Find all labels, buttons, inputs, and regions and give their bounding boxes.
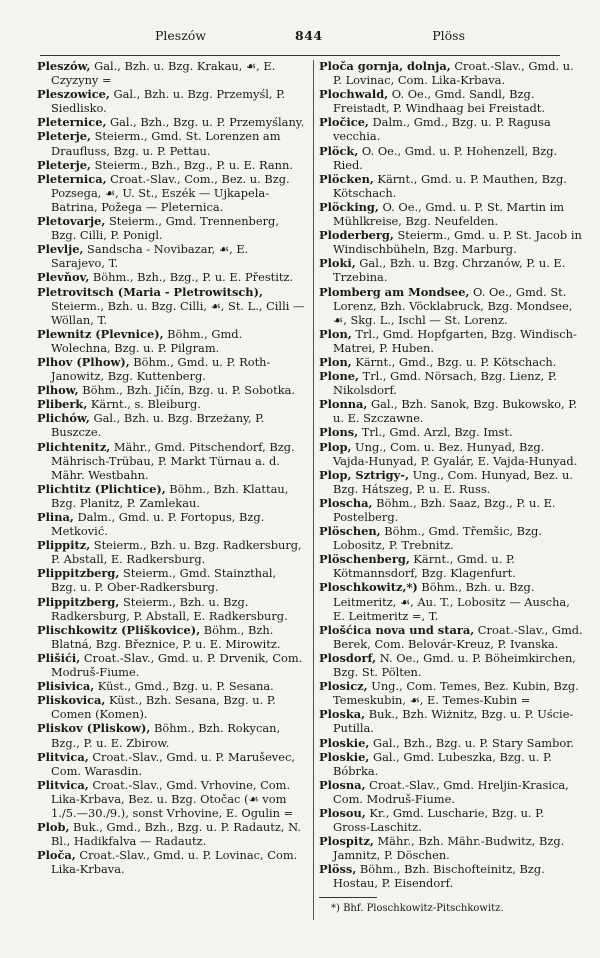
entry [37, 129, 305, 157]
entry [319, 425, 583, 439]
entry [37, 115, 305, 129]
entry [37, 538, 305, 566]
entry [37, 270, 305, 284]
entry-headword: Pločice, [319, 115, 369, 130]
entry [37, 566, 305, 594]
entry-text: Küst., Bzh. Sesana, Bzg. u. P. Comen (Komen). [51, 693, 276, 722]
entry-headword: Pliskovica, [37, 693, 106, 708]
entry-headword: Ploki, [319, 256, 356, 271]
entry [37, 87, 305, 115]
entry-text: Küst., Gmd., Bzg. u. P. Sesana. [94, 679, 274, 694]
entry [319, 468, 583, 496]
entry-headword: Plop, [319, 439, 352, 454]
entry [37, 214, 305, 242]
entry [319, 256, 583, 284]
entry-headword: Ploscha, [319, 495, 373, 510]
entry-text: Steierm., Bzh., Bzg., P. u. E. Rann. [90, 157, 293, 172]
entry-headword: Plöschenberg, [319, 552, 410, 567]
entry-headword: Plischkowitz (Pliškovice), [37, 622, 201, 637]
right-column [319, 59, 583, 916]
entry-headword: Plevlje, [37, 242, 84, 257]
entry-text: Mähr., Bzh. Mähr.-Budwitz, Bzg. Jamnitz, P. Döschen. [333, 834, 565, 863]
entry [319, 115, 583, 143]
entry-text: O. Oe., Gmd. Sandl, Bzg. Freistadt, P. Windhaag bei Freistadt. [333, 87, 545, 116]
entry-headword: Plisivica, [37, 679, 95, 694]
entry-headword: Plon, [319, 326, 352, 341]
entry [37, 679, 305, 693]
entry-text: Croat.-Slav., Gmd. Hreljin-Krasica, Com. Modruš-Fiume. [333, 777, 569, 806]
entry-headword: Plon, [319, 354, 352, 369]
entry-headword: Ploskie, [319, 749, 370, 764]
header-right-term: Plöss [432, 28, 465, 43]
entry-headword: Plosna, [319, 777, 366, 792]
entry-text: Croat.-Slav., Com., Bez. u. Bzg. Pozsega, ☙, U. St., Eszék — Ujkapela-Batrina, Požega — Pleternica. [51, 171, 290, 214]
entry-text: Böhm., Bzh. Blatná, Bzg. Březnice, P. u. E. Mirowitz. [51, 622, 281, 651]
entry-headword: Plhov (Plhow), [37, 354, 130, 369]
entry-text: Kärnt., Gmd., Bzg. u. P. Kötschach. [351, 354, 557, 369]
entry-headword: Plippitzberg, [37, 566, 120, 581]
entry [37, 778, 305, 820]
entry [319, 200, 583, 228]
entry-headword: Plippitz, [37, 538, 91, 553]
entry-headword: Plomberg am Mondsee, [319, 284, 470, 299]
entry [37, 482, 305, 510]
entry-headword: Plitvica, [37, 777, 89, 792]
entry-headword: Plone, [319, 369, 359, 384]
entry-text: Sandscha - Novibazar, ☙, E. Sarajevo, T. [51, 242, 249, 271]
entry [319, 144, 583, 172]
entry [319, 552, 583, 580]
left-column [37, 59, 305, 876]
entry-text: O. Oe., Gmd. u. P. Hohenzell, Bzg. Ried. [333, 143, 558, 172]
right-column-entries [319, 59, 583, 891]
entry [319, 397, 583, 425]
entry-text: Kärnt., s. Bleiburg. [87, 397, 201, 412]
entry-text: Böhm., Bzh. Rokycan, Bzg., P. u. E. Zbirow. [51, 721, 281, 750]
entry-headword: Plichów, [37, 411, 90, 426]
entry-headword: Pletrovitsch (Maria - Pletrowitsch), [37, 284, 263, 299]
entry-headword: Plochwald, [319, 87, 389, 102]
entry [37, 285, 305, 327]
entry-headword: Plošćica nova und stara, [319, 622, 475, 637]
entry-headword: Plosicz, [319, 679, 368, 694]
entry-text: Ung., Com. Hunyad, Bez. u. Bzg. Hátszeg, P. u. E. Russ. [333, 467, 573, 496]
entry-text: O. Oe., Gmd. u. P. St. Martin im Mühlkreise, Bzg. Neufelden. [333, 199, 565, 229]
entry-headword: Ploskie, [319, 735, 370, 750]
entry [319, 228, 583, 256]
entry [37, 397, 305, 411]
entry [319, 369, 583, 397]
entry [319, 87, 583, 115]
entry-text: Böhm., Bzh., Bzg., P. u. E. Přestitz. [89, 270, 294, 285]
entry-headword: Plewnitz (Plevnice), [37, 326, 164, 341]
entry-headword: Pleternice, [37, 115, 107, 130]
entry [37, 242, 305, 270]
entry-text: Gal., Bzh. u. Bzg. Przemyśl, P. Siedlisko. [51, 87, 286, 116]
entry-text: Buk., Gmd., Bzh., Bzg. u. P. Radautz, N. Bl., Hadikfalva — Radautz. [51, 820, 301, 849]
entry-headword: Plons, [319, 425, 359, 440]
entry-headword: Plospitz, [319, 834, 374, 849]
entry-text: Böhm., Bzh. Jičín, Bzg. u. P. Sobotka. [78, 383, 296, 398]
entry-text: Buk., Bzh. Wiżnitz, Bzg. u. P. Uście-Putilla. [333, 707, 574, 736]
entry-headword: Pleterje, [37, 157, 91, 172]
page-header [40, 28, 560, 48]
entry [37, 721, 305, 749]
entry-text: Croat.-Slav., Gmd. Vrhovine, Com. Lika-Krbava, Bez. u. Bzg. Otočac (☙ vom 1./5.—30./9.), sonst Vrhovine, E. Ogulin = [51, 777, 294, 820]
entry-text: Böhm., Gmd. u. P. Roth-Janowitz, Bzg. Kuttenberg. [51, 354, 271, 384]
entry [37, 820, 305, 848]
entry-text: Mähr., Gmd. Pitschendorf, Bzg. Mährisch-Trübau, P. Markt Türnau a. d. Mähr. Westbahn. [51, 439, 295, 482]
entry-text: Steierm., Bzh. u. Bzg. Cilli, ☙, St. L., Cilli — Wöllan, T. [51, 298, 305, 327]
entry [319, 623, 583, 651]
entry-headword: Pliberk, [37, 397, 88, 412]
entry-text: Gal., Bzh. Sanok, Bzg. Bukowsko, P. u. E. Szczawne. [333, 397, 578, 426]
entry-headword: Pliskov (Pliskow), [37, 721, 151, 736]
entry-text: Gal., Bzh. u. Bzg. Krakau, ☙, E. Czyzyny = [51, 59, 276, 88]
entry-headword: Ploschkowitz,*) [319, 580, 418, 595]
entry [37, 510, 305, 538]
entry [37, 355, 305, 383]
entry-headword: Plöck, [319, 143, 359, 158]
entry [319, 172, 583, 200]
entry [319, 440, 583, 468]
entry [37, 651, 305, 679]
entry-text: Steierm., Gmd. Trennenberg, Bzg. Cilli, P. Ponigl. [51, 214, 279, 243]
entry-headword: Plitvica, [37, 749, 89, 764]
entry-headword: Plonna, [319, 397, 368, 412]
header-left-term: Pleszów [155, 28, 207, 43]
footnote-rule [319, 897, 377, 898]
entry [37, 383, 305, 397]
entry-headword: Plöcken, [319, 171, 374, 186]
entry [37, 595, 305, 623]
entry-text: Gal., Bzh., Bzg. u. P. Stary Sambor. [369, 735, 575, 750]
entry-text: Steierm., Bzh. u. Bzg. Radkersburg, P. Abstall, E. Radkersburg. [51, 538, 302, 567]
entry-text: Dalm., Gmd. u. P. Fortopus, Bzg. Metković. [51, 510, 265, 539]
entry [319, 524, 583, 552]
entry-headword: Plevňov, [37, 270, 90, 285]
page-number: 844 [295, 28, 323, 43]
entry-text: Steierm., Gmd. St. Lorenzen am Draufluss, Bzg. u. P. Pettau. [51, 129, 281, 158]
entry-text: Böhm., Bzh. Bischofteinitz, Bzg. Hostau, P. Eisendorf. [333, 862, 545, 891]
footnote-text: *) Bhf. Ploschkowitz-Pitschkowitz. [331, 902, 504, 914]
entry-headword: Plina, [37, 510, 74, 524]
entry [319, 285, 583, 327]
entry-text: Ung., Com. u. Bez. Hunyad, Bzg. Vajda-Hunyad, P. Gyalár, E. Vajda-Hunyad. [333, 439, 578, 468]
entry [37, 693, 305, 721]
entry [37, 327, 305, 355]
entry-headword: Plichtitz (Plichtice), [37, 481, 166, 496]
entry-headword: Plosdorf, [319, 650, 377, 665]
entry [319, 806, 583, 834]
entry [37, 848, 305, 876]
entry-text: Böhm., Bzh. u. Bzg. Leitmeritz, ☙, Au. T., Lobositz — Auscha, E. Leitmeritz =, T. [333, 580, 570, 623]
entry [37, 172, 305, 214]
entry-headword: Plop, Sztrigy-, [319, 467, 409, 482]
entry-text: Steierm., Bzh. u. Bzg. Radkersburg, P. Abstall, E. Radkersburg. [51, 594, 288, 623]
entry-headword: Plippitzberg, [37, 594, 120, 609]
entry-headword: Plichtenitz, [37, 439, 111, 454]
entry [319, 327, 583, 355]
entry [37, 440, 305, 482]
entry-headword: Pleszów, [37, 59, 91, 73]
entry-headword: Ploča, [37, 848, 76, 863]
entry-text: Steierm., Gmd. u. P. St. Jacob in Windischbüheln, Bzg. Marburg. [333, 228, 582, 257]
entry-text: Gal., Bzh. u. Bzg. Brzeżany, P. Buszcze. [51, 411, 265, 440]
entry-headword: Plob, [37, 820, 70, 835]
entry [37, 623, 305, 651]
entry [37, 750, 305, 778]
entry-headword: Pleterje, [37, 129, 91, 144]
entry-text: Steierm., Gmd. Stainzthal, Bzg. u. P. Ober-Radkersburg. [51, 566, 277, 595]
header-rule [40, 55, 560, 56]
entry-text: Croat.-Slav., Gmd. u. P. Lovinac, Com. Lika-Krbava. [51, 848, 298, 877]
entry [319, 707, 583, 735]
entry-text: Trl., Gmd. Arzl, Bzg. Imst. [358, 425, 513, 440]
entry [37, 158, 305, 172]
entry-text: Gal., Gmd. Lubeszka, Bzg. u. P. Bóbrka. [333, 749, 552, 778]
entry-headword: Plöschen, [319, 524, 381, 539]
entry [319, 355, 583, 369]
entry [319, 736, 583, 750]
entry [319, 834, 583, 862]
entry-text: Böhm., Bzh. Klattau, Bzg. Planitz, P. Zamlekau. [51, 481, 289, 510]
entry-headword: Plhow, [37, 383, 79, 398]
entry-headword: Pleszowice, [37, 87, 110, 102]
entry [37, 59, 305, 87]
entry-text: Böhm., Gmd. Wolechna, Bzg. u. P. Pilgram. [51, 326, 243, 355]
entry-text: Böhm., Gmd. Třemšic, Bzg. Lobositz, P. Trebnitz. [333, 524, 542, 553]
entry-headword: Plöcking, [319, 199, 379, 214]
entry-headword: Plöss, [319, 862, 357, 877]
entry-headword: Pletovarje, [37, 214, 106, 229]
entry-text: Croat.-Slav., Gmd. u. P. Maruševec, Com. Warasdin. [51, 749, 295, 778]
entry-headword: Ploska, [319, 707, 366, 722]
entry-text: Dalm., Gmd., Bzg. u. P. Ragusa vecchia. [333, 115, 551, 144]
entry-headword: Ploderberg, [319, 228, 394, 243]
entry-text: Kr., Gmd. Luscharie, Bzg. u. P. Gross-Laschitz. [333, 805, 545, 835]
entry [319, 862, 583, 890]
entry-text: Kärnt., Gmd. u. P. Kötmannsdorf, Bzg. Klagenfurt. [333, 552, 516, 581]
entry-text: Ung., Com. Temes, Bez. Kubin, Bzg. Temeskubin, ☙, E. Temes-Kubin = [333, 679, 579, 708]
entry-text: Gal., Bzh., Bzg. u. P. Przemyślany. [106, 115, 305, 130]
entry-text: Croat.-Slav., Gmd. u. P. Lovinac, Com. Lika-Krbava. [333, 59, 574, 88]
entry-headword: Plosou, [319, 805, 366, 820]
column-divider [313, 60, 314, 920]
entry-text: Trl., Gmd. Hopfgarten, Bzg. Windisch-Matrei, P. Huben. [333, 326, 577, 355]
entry-text: Böhm., Bzh. Saaz, Bzg., P. u. E. Postelberg. [333, 495, 556, 524]
entry [319, 778, 583, 806]
entry-text: Croat.-Slav., Gmd. Berek, Com. Belovár-Kreuz, P. Ivanska. [333, 622, 583, 651]
entry-text: Trl., Gmd. Nörsach, Bzg. Lienz, P. Nikolsdorf. [333, 369, 557, 398]
entry [319, 651, 583, 679]
entry-text: Croat.-Slav., Gmd. u. P. Drvenik, Com. Modruš-Fiume. [51, 650, 303, 680]
footnote [319, 897, 583, 916]
entry [319, 496, 583, 524]
entry [319, 679, 583, 707]
entry-text: O. Oe., Gmd. St. Lorenz, Bzh. Vöcklabruck, Bzg. Mondsee, ☙, Skg. L., Ischl — St. Lorenz. [333, 284, 573, 327]
entry [319, 59, 583, 87]
entry [319, 750, 583, 778]
entry-text: N. Oe., Gmd. u. P. Böheimkirchen, Bzg. St. Pölten. [333, 650, 576, 680]
entry-text: Gal., Bzh. u. Bzg. Chrzanów, P. u. E. Trzebina. [333, 256, 566, 285]
entry-headword: Pleternica, [37, 171, 107, 186]
entry [37, 411, 305, 439]
entry [319, 580, 583, 622]
entry-headword: Ploča gornja, dolnja, [319, 59, 451, 73]
entry-text: Kärnt., Gmd. u. P. Mauthen, Bzg. Kötschach. [333, 171, 567, 200]
entry-headword: Plišići, [37, 650, 81, 665]
